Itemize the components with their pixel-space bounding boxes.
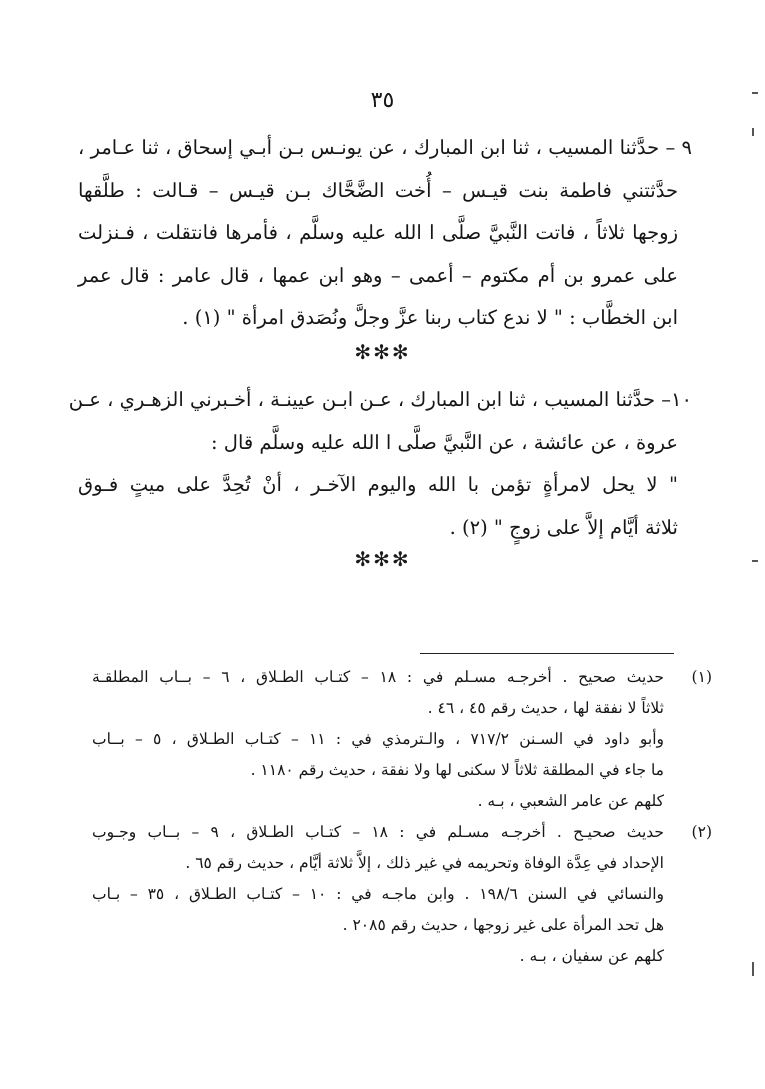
hadith-line: ابن الخطَّاب : " لا ندع كتاب ربنا عزَّ وجلَّ ونُصَدق امرأة " (١) . — [182, 306, 678, 329]
scan-edge-mark — [752, 92, 758, 94]
footnote-line: ثلاثاً لا نفقة لها ، حديث رقم ٤٥ ، ٤٦ . — [427, 699, 664, 717]
hadith-10 — [68, 379, 692, 549]
hadith-number: ٩ – — [665, 136, 692, 159]
hadith-number: ١٠– — [661, 388, 692, 411]
scan-edge-mark — [752, 560, 758, 562]
footnote-rule — [420, 653, 674, 654]
footnote-line: ما جاء في المطلقة ثلاثاً لا سكنى لها ولا نفقة ، حديث رقم ١١٨٠ . — [250, 761, 664, 779]
footnote-marker: (١) — [691, 668, 712, 686]
section-separator: ✻✻✻ — [354, 547, 411, 571]
hadith-line: " لا يحل لامرأةٍ تؤمن با الله واليوم الآخـر ، أنْ تُحِدَّ على ميتٍ فـوق — [78, 473, 678, 496]
section-separator: ✻✻✻ — [354, 340, 411, 364]
footnote-line: كلهم عن سفيان ، بـه . — [519, 947, 664, 965]
hadith-line — [68, 379, 692, 422]
hadith-line-text: حدَّثنا المسيب ، ثنا ابن المبارك ، عـن ابـن عيينـة ، أخـبرني الزهـري ، عـن — [68, 388, 656, 411]
footnotes — [92, 662, 712, 972]
hadith-line — [78, 127, 692, 170]
footnote-1 — [92, 662, 712, 817]
footnote-2 — [92, 817, 712, 972]
footnote-body — [92, 817, 664, 972]
footnote-line: حديث صحيح . أخرجـه مسـلم في : ١٨ – كتـاب الطـلاق ، ٦ – بــاب المطلقـة — [92, 668, 664, 686]
footnote-body — [92, 662, 664, 817]
hadith-line: حدَّثتني فاطمة بنت قيـس – أُخت الضَّحَّاك بـن قيـس – قـالت : طلَّقها — [78, 178, 678, 202]
footnote-line: وأبو داود في السـنن ٧١٧/٢ ، والـترمذي في : ١١ – كتـاب الطـلاق ، ٥ – بــاب — [92, 730, 665, 748]
hadith-line-text: حدَّثنا المسيب ، ثنا ابن المبارك ، عن يونـس بـن أبـي إسحاق ، ثنا عـامر ، — [78, 136, 660, 159]
scan-edge-mark — [752, 128, 754, 136]
hadith-line: على عمرو بن أم مكتوم – أعمى – وهو ابن عمها ، قال عامر : قال عمر — [78, 263, 678, 287]
footnote-line: كلهم عن عامر الشعبي ، بـه . — [477, 792, 664, 810]
hadith-line: ثلاثة أيَّام إلاَّ على زوجٍ " (٢) . — [449, 515, 678, 539]
footnote-line: هل تحد المرأة على غير زوجها ، حديث رقم ٢٠٨٥ . — [342, 916, 664, 934]
hadith-9 — [78, 127, 692, 340]
hadith-line: عروة ، عن عائشة ، عن النَّبيَّ صلَّى ا الله عليه وسلَّم قال : — [211, 430, 678, 454]
footnote-line: حديث صحيـح . أخرجـه مسـلم في : ١٨ – كتـاب الطـلاق ، ٩ – بــاب وجـوب — [92, 823, 664, 841]
scan-edge-mark — [752, 962, 754, 976]
footnote-line: والنسائي في السنن ١٩٨/٦ . وابن ماجـه في : ١٠ – كتـاب الطـلاق ، ٣٥ – بـاب — [92, 885, 664, 903]
page-number: ٣٥ — [370, 88, 395, 113]
footnote-marker: (٢) — [691, 823, 712, 841]
footnote-line: الإحداد في عِدَّة الوفاة وتحريمه في غير ذلك ، إلاَّ ثلاثة أيَّام ، حديث رقم ٦٥ . — [185, 854, 664, 872]
hadith-line: زوجها ثلاثاً ، فاتت النَّبيَّ صلَّى ا الله عليه وسلَّم ، فأمرها فانتقلت ، فـنزلت — [78, 221, 678, 244]
